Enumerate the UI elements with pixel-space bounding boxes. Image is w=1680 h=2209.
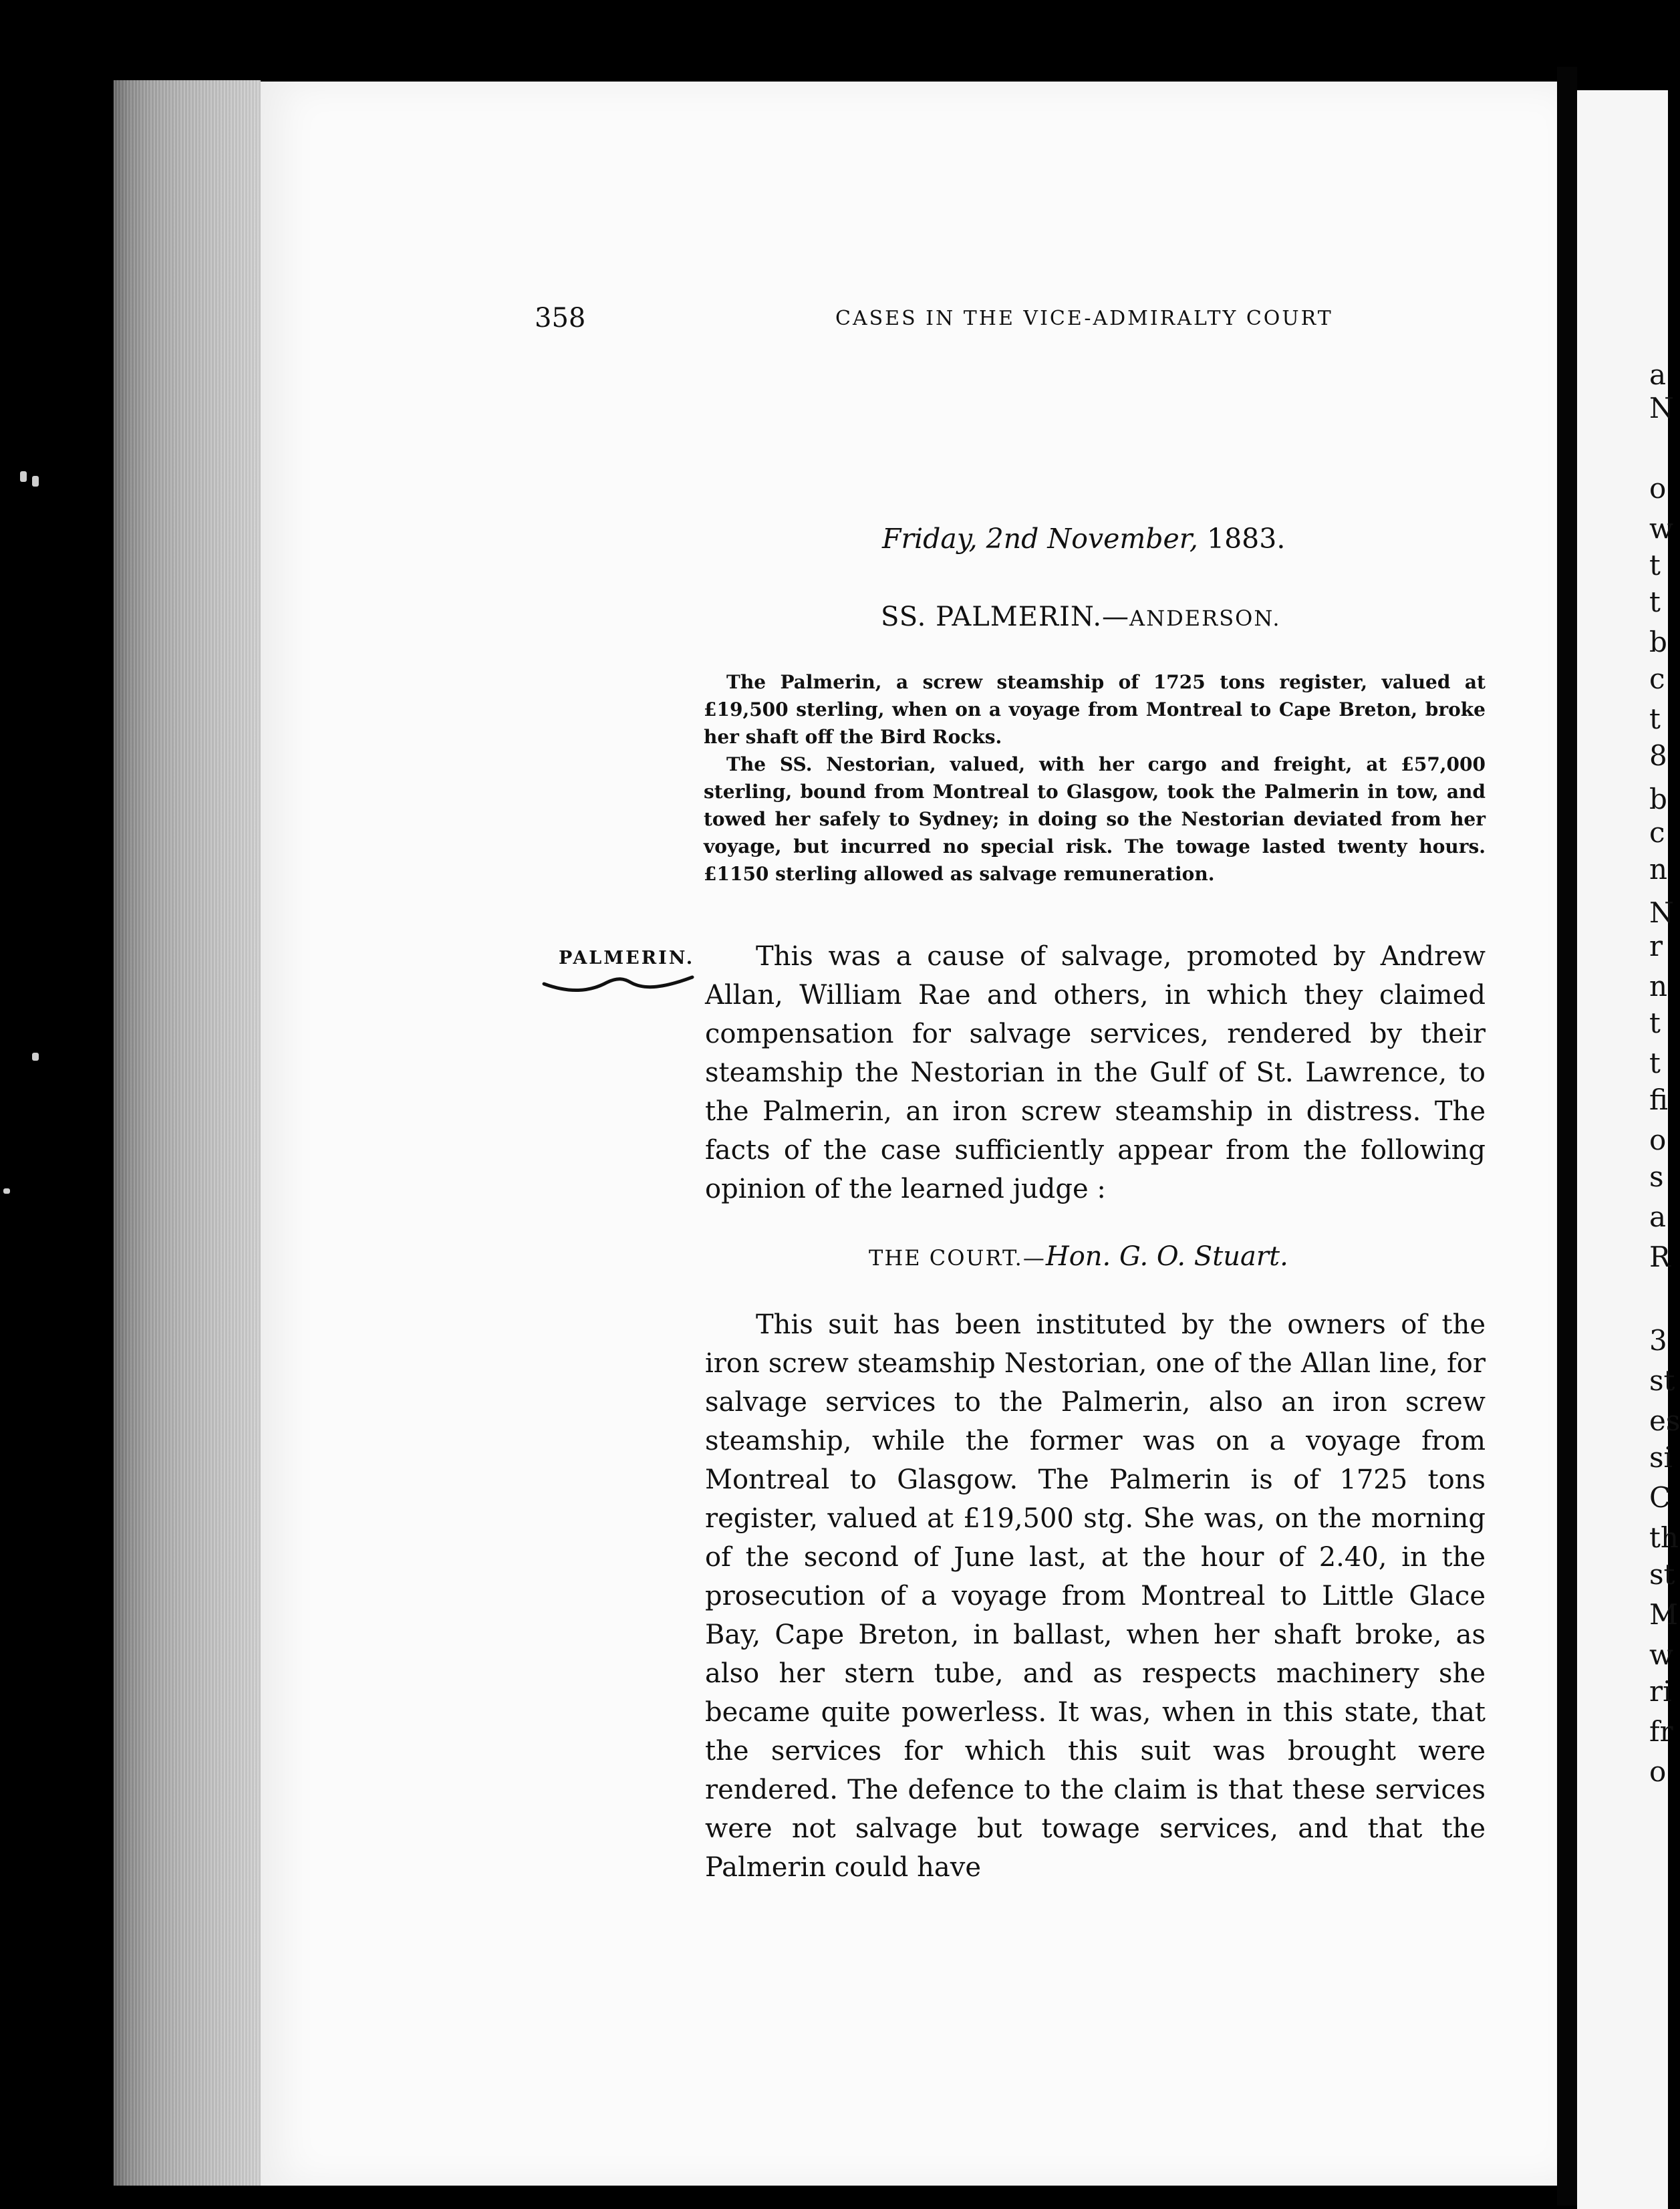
facing-page-fragment: t	[1649, 1047, 1661, 1079]
facing-page-fragment: si	[1649, 1441, 1673, 1474]
date-day: Friday,	[882, 523, 978, 555]
facing-page-fragment: t	[1649, 702, 1661, 735]
margin-note: PALMERIN.	[559, 948, 695, 968]
date-year: 1883.	[1206, 523, 1286, 555]
facing-page-fragment: ri	[1649, 1675, 1672, 1708]
scan-speck	[32, 476, 39, 487]
facing-page-fragment: fr	[1649, 1715, 1673, 1748]
facing-page-fragment: b	[1649, 783, 1667, 815]
facing-page-fragment: t	[1649, 549, 1661, 581]
facing-page-fragment: t	[1649, 1007, 1661, 1039]
opinion-text: This suit has been instituted by the owners of the iron screw steamship Nestorian, one of the Allan line, for salvage services to the Palmerin, also an iron screw steamship, while the former was on a voyage from Montreal to Glasgow. The Palmerin is of 1725 tons register, valued at £19,500 stg. She was, on the morning of the second of June last, at the hour of 2.40, in the prosecution of a voyage from Montreal to Little Glace Bay, Cape Breton, in ballast, when her shaft broke, as also her stern tube, and as respects machinery she became quite powerless. It was, when in this state, that the services for which this suit was brought were rendered. The defence to the claim is that these services were not salvage but towage services, and that the Palmerin could have	[705, 1309, 1486, 1883]
scan-speck	[32, 1053, 39, 1061]
facing-page-fragment: n	[1649, 970, 1668, 1003]
running-head	[535, 303, 1470, 336]
intro-paragraph	[705, 937, 1486, 1208]
facing-page-fragment: R	[1649, 1241, 1671, 1273]
facing-page-fragment: w	[1649, 512, 1673, 545]
facing-page-fragment: th	[1649, 1521, 1679, 1554]
facing-page-fragment: 8	[1649, 739, 1667, 772]
facing-page-fragment: 3	[1649, 1324, 1667, 1357]
case-date	[882, 523, 1285, 555]
facing-page-fragment: a	[1649, 358, 1667, 391]
court-label: THE COURT.—	[869, 1245, 1046, 1271]
scan-margin-marks	[0, 0, 114, 2208]
facing-page-fragment: r	[1649, 930, 1663, 962]
facing-page-fragment: n	[1649, 853, 1668, 886]
facing-page-fragment: N	[1649, 392, 1674, 424]
facing-page-fragment: st	[1649, 1558, 1675, 1591]
headnote-paragraph: The Palmerin, a screw steamship of 1725 tons register, valued at £19,500 sterling, when on a voyage from Montreal to Cape Breton, broke her shaft off the Bird Rocks.	[704, 671, 1486, 748]
opinion-paragraph	[705, 1305, 1486, 1887]
intro-text: This was a cause of salvage, promoted by Andrew Allan, William Rae and others, in which they claimed compensation for salvage services, rendered by their steamship the Nestorian in the Gulf of St. Lawrence, to the Palmerin, an iron screw steamship in distress. The facts of the case sufficiently appear from the following opinion of the learned judge :	[705, 941, 1486, 1204]
facing-page-fragment: o	[1649, 472, 1667, 505]
facing-page-fragment: es	[1649, 1404, 1680, 1437]
facing-page-fragment: fi	[1649, 1083, 1669, 1116]
facing-page-fragment: c	[1649, 662, 1665, 695]
date-rest: 2nd November,	[986, 523, 1198, 555]
judge-name: Hon. G. O. Stuart.	[1045, 1241, 1288, 1272]
facing-page-fragment: b	[1649, 626, 1667, 658]
court-heading	[869, 1241, 1288, 1272]
facing-page-fragment: C	[1649, 1481, 1671, 1514]
facing-page-edge	[1577, 90, 1680, 2209]
page-stack-edge	[114, 80, 261, 2186]
margin-swash-ornament	[543, 969, 694, 996]
running-title: CASES IN THE VICE-ADMIRALTY COURT	[835, 307, 1333, 330]
facing-page-fragment: c	[1649, 816, 1665, 849]
case-title	[881, 602, 1281, 632]
facing-page-fragment: M	[1649, 1598, 1679, 1631]
book-gutter	[1557, 67, 1577, 2206]
scan-speck	[20, 471, 27, 482]
facing-page-fragment: a	[1649, 1200, 1667, 1233]
headnote	[704, 668, 1486, 888]
scan-speck	[3, 1188, 10, 1194]
facing-page-fragment: s	[1649, 1160, 1664, 1193]
headnote-paragraph: The SS. Nestorian, valued, with her cargo and freight, at £57,000 sterling, bound from Montreal to Glasgow, took the Palmerin in tow, and towed her safely to Sydney; in doing so the Nestorian deviated from her voyage, but incurred no special risk. The towage lasted twenty hours. £1150 sterling allowed as salvage remuneration.	[704, 753, 1486, 885]
facing-page-fragment: N	[1649, 896, 1674, 929]
facing-page-fragment: w	[1649, 1638, 1673, 1671]
facing-page-fragment: st	[1649, 1364, 1675, 1397]
page-number: 358	[535, 303, 586, 334]
case-title-party: ANDERSON.	[1129, 606, 1281, 631]
facing-page-fragment: t	[1649, 586, 1661, 618]
case-title-main: SS. PALMERIN.—	[881, 602, 1130, 632]
facing-page-fragment: o	[1649, 1755, 1667, 1788]
facing-page-fragment: o	[1649, 1124, 1667, 1156]
